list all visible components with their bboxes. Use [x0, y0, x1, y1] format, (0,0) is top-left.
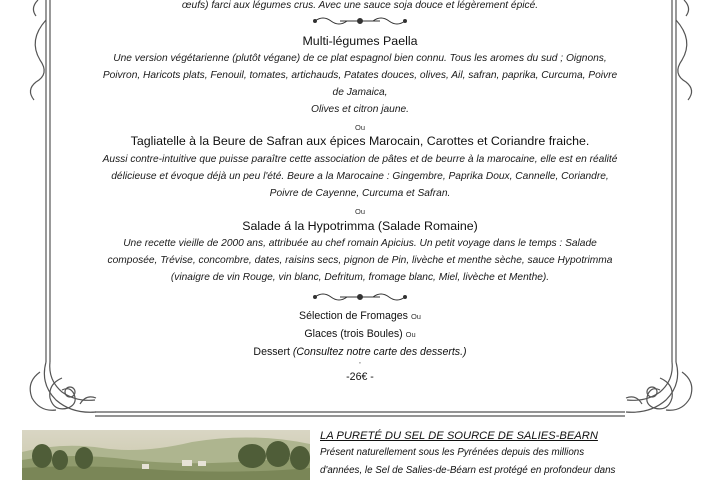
dot-mark: ' [359, 360, 361, 369]
paella-title: Multi-légumes Paella [302, 34, 418, 48]
tagliatelle-desc-line: délicieuse et évoque déjà un peu l'été. Beure a la Marocaine : Gingembre, Paprika Doux, Cannelle, Coriandre, [111, 171, 609, 182]
landscape-painting [22, 430, 310, 480]
ice-cream-label: Glaces (trois Boules) [304, 328, 403, 340]
salt-text-line: Présent naturellement sous les Pyrénées depuis des millions [320, 447, 585, 458]
ornamental-divider-icon [310, 15, 410, 27]
or-separator: Ou [354, 207, 365, 216]
tagliatelle-title: Tagliatelle à la Beure de Safran aux épices Marocain, Carottes et Coriandre fraiche. [130, 134, 590, 148]
tagliatelle-desc-line: Aussi contre-intuitive que puisse paraître cette association de pâtes et de beurre à la marocaine, elle est en réalité [102, 154, 618, 165]
intro-tail: œufs) farci aux légumes crus. Avec une sauce soja douce et légèrement épicé. [181, 0, 539, 11]
ornamental-divider-icon [310, 291, 410, 303]
salade-desc-line: composée, Trévise, concombre, dates, raisins secs, pignon de Pin, livèche et menthe sèche, sauce Hypotrimma [107, 255, 613, 266]
dessert-label: Dessert [253, 346, 290, 358]
tagliatelle-desc-line: Poivre de Cayenne, Curcuma et Safran. [269, 188, 451, 199]
or-separator: Ou [354, 123, 365, 132]
cheese-label: Sélection de Fromages [299, 310, 408, 322]
paella-desc-line: Olives et citron jaune. [311, 104, 409, 115]
paella-desc-line: de Jamaica, [332, 87, 388, 98]
salade-desc-line: Une recette vieille de 2000 ans, attribuée au chef romain Apicius. Un petit voyage dans le temps : Salade [123, 238, 597, 249]
dessert-note: (Consultez notre carte des desserts.) [292, 346, 467, 358]
or-separator: Ou [410, 312, 421, 321]
price: -26€ - [346, 371, 374, 383]
salade-desc-line: (vinaigre de vin Rouge, vin blanc, Defritum, fromage blanc, Miel, livèche et Menthe). [170, 272, 550, 283]
cheese-line [70, 310, 650, 322]
paella-desc-line: Une version végétarienne (plutôt végane) de ce plat espagnol bien connu. Tous les aromes du sud ; Oignons, [113, 53, 607, 64]
salade-title: Salade á la Hypotrimma (Salade Romaine) [242, 219, 478, 233]
salt-text-line: d'années, le Sel de Salies-de-Béarn est protégé en profondeur dans [320, 465, 616, 476]
paella-desc-line: Poivron, Haricots plats, Fenouil, tomates, artichauds, Patates douces, olives, Ail, safran, paprika, Curcuma, Poivre [102, 70, 618, 81]
dessert-line [70, 346, 650, 358]
ice-cream-line [70, 328, 650, 340]
or-separator: Ou [405, 330, 416, 339]
salt-title: LA PURETÉ DU SEL DE SOURCE DE SALIES-BEARN [320, 430, 598, 442]
